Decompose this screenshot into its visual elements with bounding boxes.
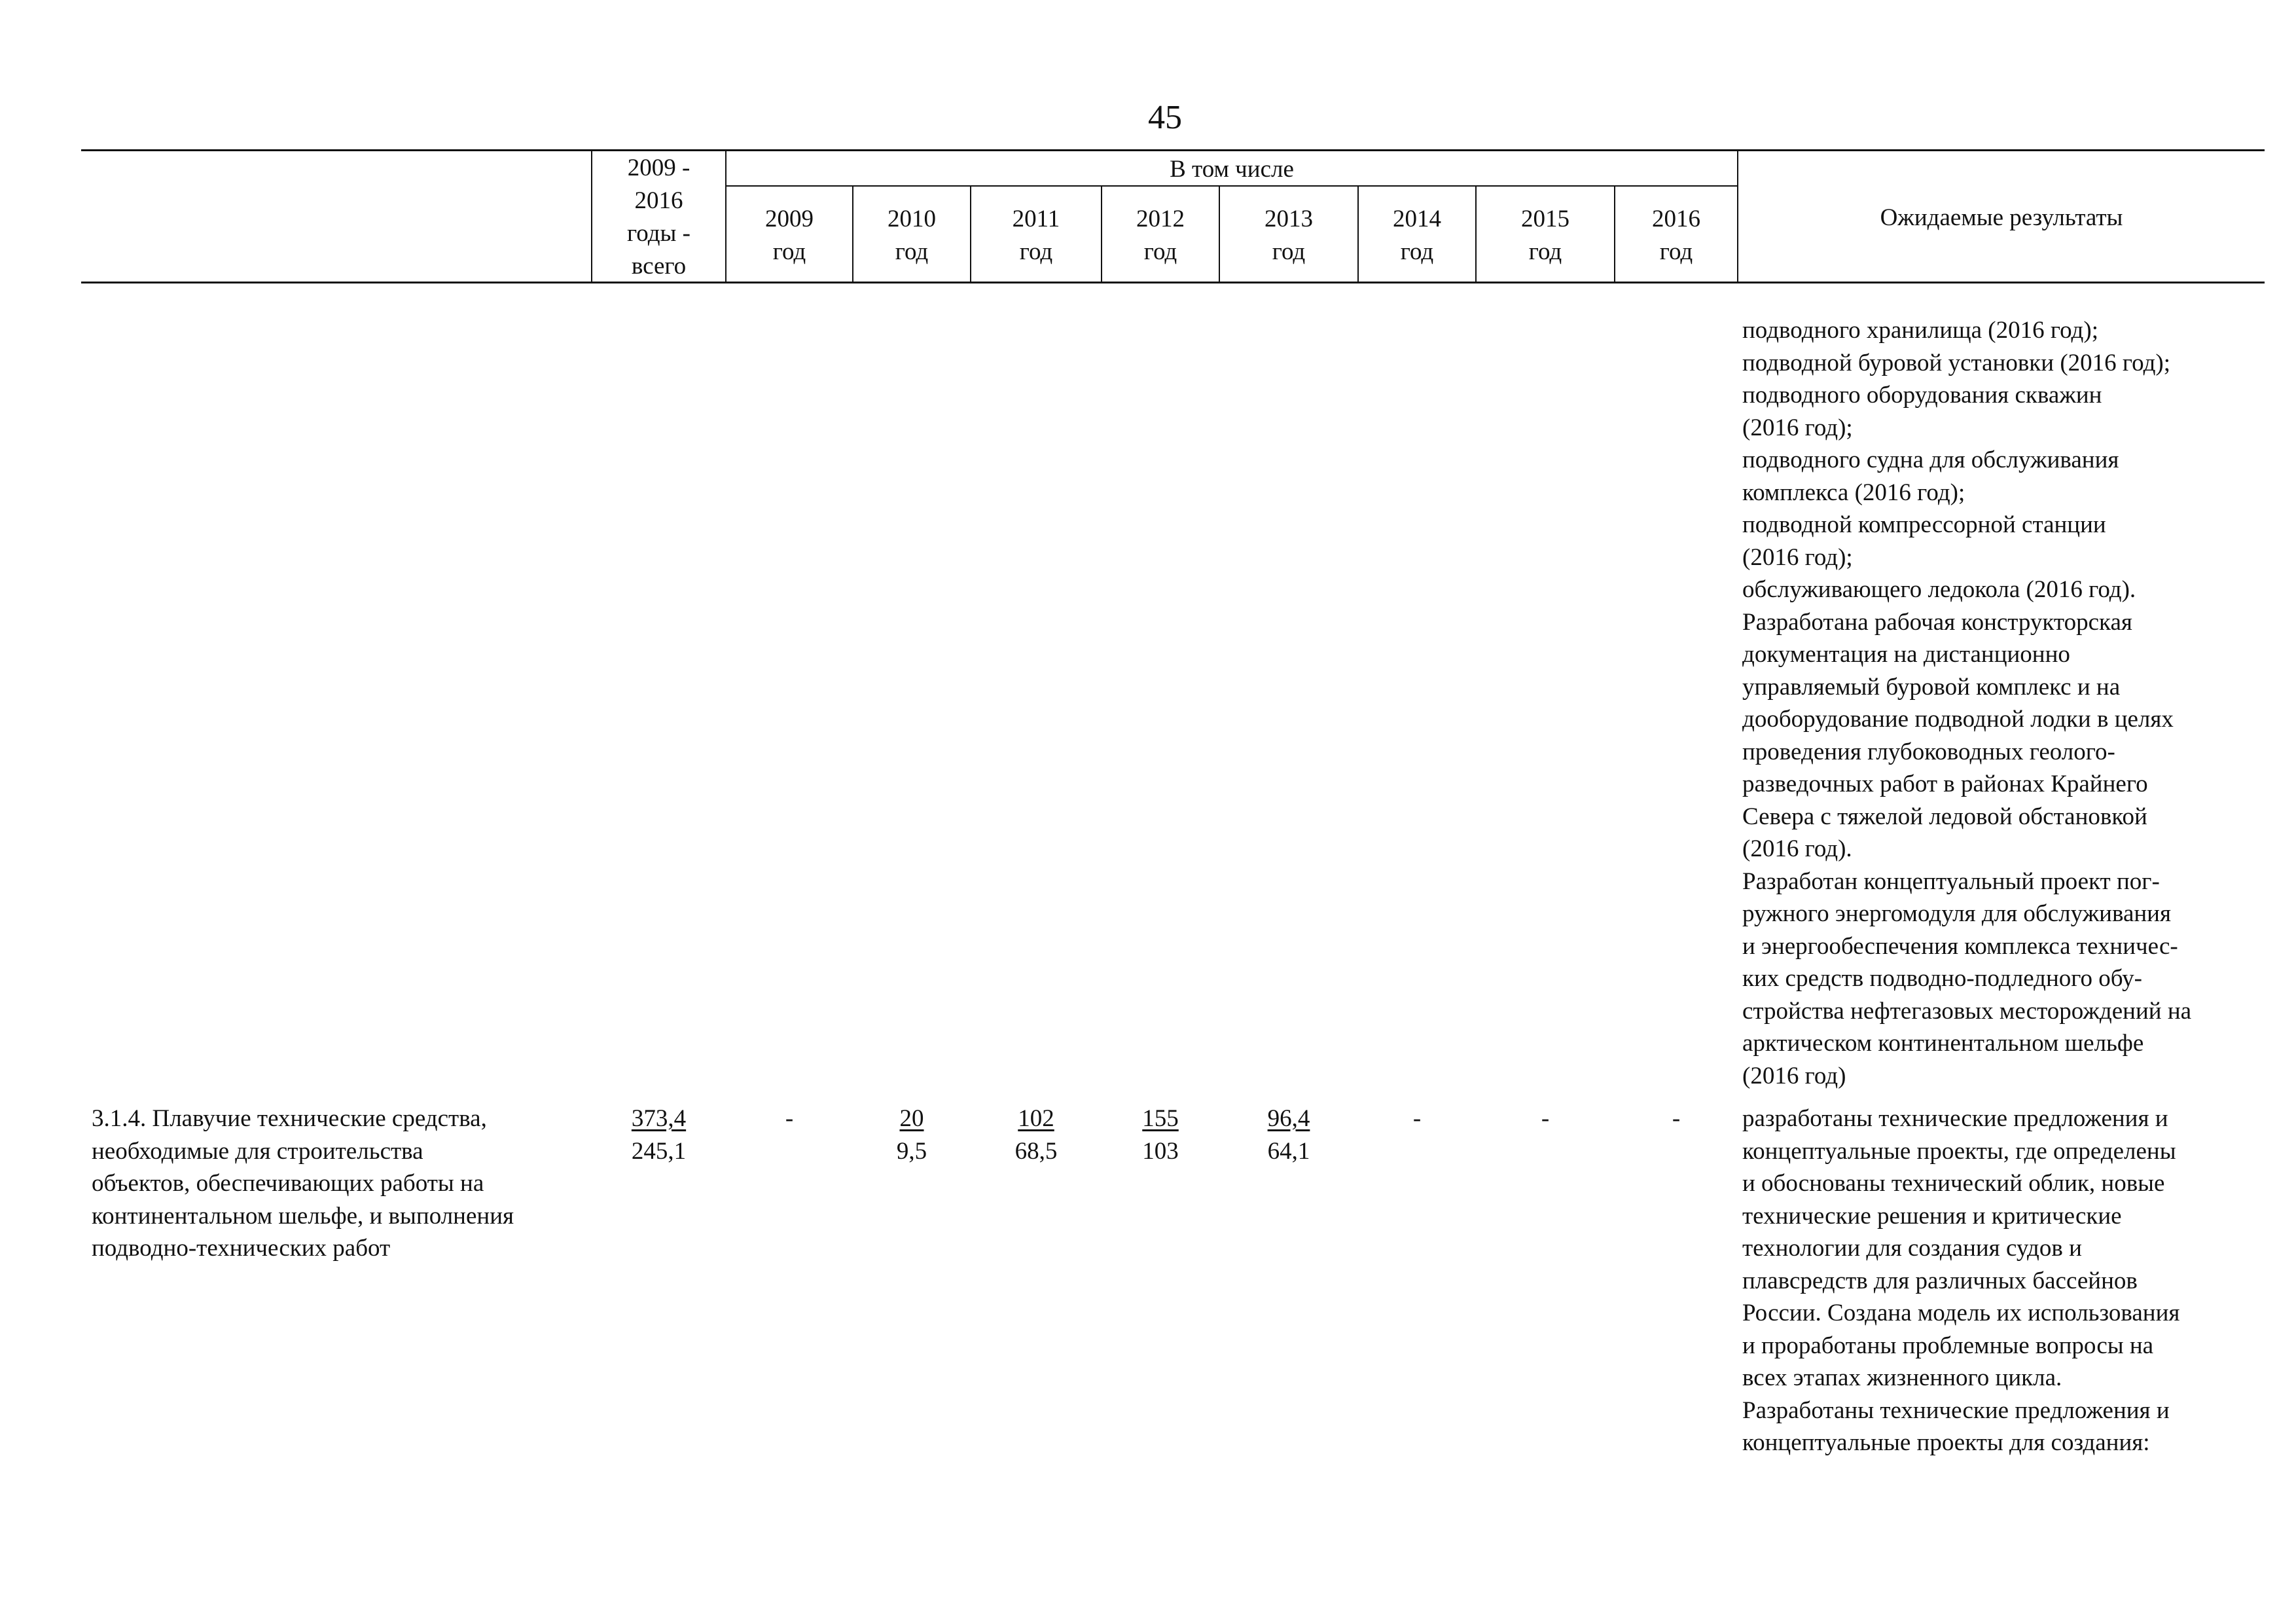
header-year-label: 2011 <box>1012 206 1060 232</box>
header-year-label: 2013 <box>1265 206 1313 232</box>
header-year-unit: год <box>1019 238 1053 265</box>
header-total-line3: годы - <box>627 220 691 247</box>
header-year-label: 2014 <box>1393 206 1441 232</box>
row-2013-bottom: 64,1 <box>1267 1137 1310 1165</box>
row-2016: - <box>1672 1105 1681 1132</box>
header-year-unit: год <box>1659 238 1693 265</box>
header-year-unit: год <box>772 238 806 265</box>
header-year-label: 2016 <box>1652 206 1700 232</box>
row-2011-bottom: 68,5 <box>1014 1137 1058 1165</box>
row-total-top: 373,4 <box>631 1105 687 1132</box>
header-year-unit: год <box>1400 238 1434 265</box>
row-2013 <box>1220 1103 1357 1167</box>
row-name: 3.1.4. Плавучие технические средства, необходимые для строительства объектов, обеспечивающих работы на континентальном шельфе, и выполнения подводно-технических работ <box>92 1105 514 1262</box>
header-total-line4: всего <box>631 253 687 280</box>
header-year-2009 <box>726 203 852 268</box>
row-2013-top: 96,4 <box>1267 1105 1310 1132</box>
header-year-2011 <box>971 203 1101 268</box>
header-year-2012 <box>1102 203 1219 268</box>
page-number: 45 <box>1148 99 1182 136</box>
row-2012-top: 155 <box>1142 1105 1179 1132</box>
row-2011 <box>971 1103 1101 1167</box>
header-year-label: 2010 <box>888 206 936 232</box>
results-continuation: подводного хранилища (2016 год); подводной буровой установки (2016 год); подводного оборудования скважин (2016 год); подводного судна для обслуживания комплекса (2016 год); подводной компрессорной станции (2016 год); обслуживающего ледокола (2016 год). Разработана рабочая конструкторская документация на дистанционно управляемый буровой комплекс и на дооборудование подводной лодки в целях проведения глубоководных геолого- разведочных работ в районах Крайнего Севера с тяжелой ледовой обстановкой (2016 год). Разработан концептуальный проект пог- ружного энергомодуля для обслуживания и энергообеспечения комплекса техничес- ких средств подводно-подледного обу- стройства нефтегазовых месторождений на арктическом континентальном шельфе (2016 год) <box>1742 317 2192 1089</box>
header-year-unit: год <box>895 238 929 265</box>
row-2012-bottom: 103 <box>1142 1137 1179 1165</box>
header-total <box>592 152 725 283</box>
header-year-2013 <box>1220 203 1357 268</box>
header-year-unit: год <box>1143 238 1177 265</box>
header-year-label: 2015 <box>1521 206 1570 232</box>
row-2015: - <box>1541 1105 1550 1132</box>
row-2014: - <box>1412 1105 1422 1132</box>
header-year-2010 <box>853 203 970 268</box>
header-group-title: В том числе <box>1170 156 1294 183</box>
header-total-line1: 2009 - <box>627 155 691 181</box>
header-year-2015 <box>1477 203 1614 268</box>
row-2009: - <box>785 1105 794 1132</box>
header-year-label: 2012 <box>1136 206 1185 232</box>
header-expected-results: Ожидаемые результаты <box>1880 204 2123 231</box>
row-2010 <box>853 1103 970 1167</box>
row-2010-top: 20 <box>899 1105 924 1132</box>
header-total-line2: 2016 <box>634 187 683 214</box>
header-year-2016 <box>1615 203 1737 268</box>
header-year-unit: год <box>1272 238 1306 265</box>
header-top-rule <box>81 149 2265 151</box>
row-2011-top: 102 <box>1018 1105 1054 1132</box>
header-year-unit: год <box>1528 238 1562 265</box>
row-total-bottom: 245,1 <box>631 1137 687 1165</box>
row-total <box>592 1103 725 1167</box>
row-expected-results: разработаны технические предложения и концептуальные проекты, где определены и обоснованы технический облик, новые технические решения и критические технологии для создания судов и плавсредств для различных бассейнов России. Создана модель их использования и проработаны проблемные вопросы на всех этапах жизненного цикла. Разработаны технические предложения и концептуальные проекты для создания: <box>1742 1105 2180 1456</box>
row-2012 <box>1102 1103 1219 1167</box>
header-bottom-rule <box>81 282 2265 283</box>
header-year-label: 2009 <box>765 206 814 232</box>
row-2010-bottom: 9,5 <box>896 1137 927 1165</box>
header-year-2014 <box>1359 203 1475 268</box>
